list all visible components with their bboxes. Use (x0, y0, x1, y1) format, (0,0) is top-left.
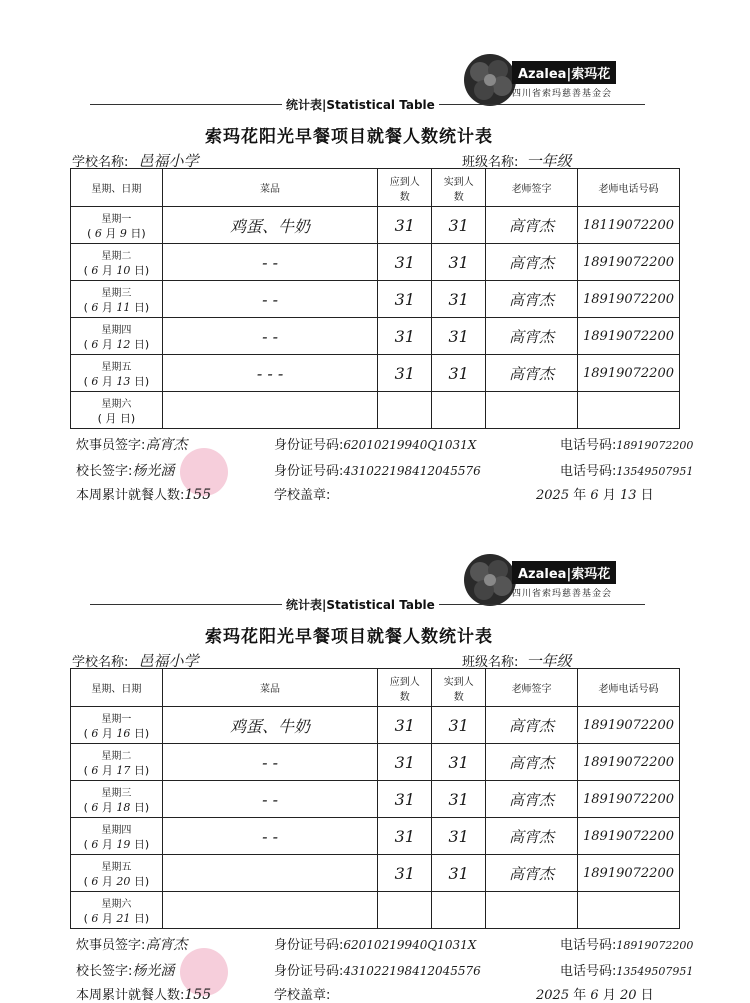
header-actual: 实到人数 (432, 669, 486, 707)
weekday-label: 星期六 (101, 398, 132, 410)
principal-id-field (274, 960, 481, 979)
logo-foundation: 四川省索玛慈善基金会 (512, 589, 613, 599)
weekday-label: 星期二 (101, 750, 132, 762)
expected-count-cell: 31 (378, 355, 432, 392)
date-cell (71, 281, 163, 318)
header-menu: 菜品 (162, 169, 378, 207)
date-line: ( 6 月 13 日) (83, 374, 150, 388)
principal-label: 校长签字: (76, 464, 133, 479)
date-line: ( 6 月 18 日) (83, 800, 150, 814)
month-unit: 月 (602, 988, 616, 1003)
teacher-phone-cell: 18919072200 (577, 281, 679, 318)
menu-cell: - - (162, 744, 378, 781)
date-line: ( 月 日) (97, 411, 136, 425)
menu-cell: - - - (162, 355, 378, 392)
table-row (71, 892, 680, 929)
menu-cell: 鸡蛋、牛奶 (162, 207, 378, 244)
table-row (71, 818, 680, 855)
date-cell (71, 855, 163, 892)
weekday-label: 星期三 (101, 787, 132, 799)
teacher-signature-cell (486, 392, 578, 429)
principal-signature: 杨光涵 (132, 463, 175, 479)
class-name-value: 一年级 (526, 652, 572, 670)
teacher-phone-cell: 18919072200 (577, 355, 679, 392)
teacher-phone-cell: 18919072200 (577, 818, 679, 855)
table-row (71, 281, 680, 318)
actual-count-cell: 31 (432, 781, 486, 818)
actual-count-cell: 31 (432, 744, 486, 781)
menu-cell: - - (162, 244, 378, 281)
expected-count-cell: 31 (378, 744, 432, 781)
logo-brand: Azalea|索玛花 (512, 61, 616, 84)
day-value: 13 (116, 374, 131, 388)
sign-date-month: 6 (590, 988, 599, 1003)
expected-count-cell: 31 (378, 781, 432, 818)
date-cell (71, 207, 163, 244)
principal-id-value: 431022198412045576 (343, 464, 481, 478)
principal-phone-field (560, 460, 693, 479)
weekday-label: 星期四 (101, 324, 132, 336)
day-value: 19 (116, 837, 131, 851)
date-line: ( 6 月 9 日) (87, 226, 146, 240)
sign-date-year: 2025 (536, 988, 570, 1003)
date-cell (71, 781, 163, 818)
month-value: 6 (91, 263, 99, 277)
table-row (71, 244, 680, 281)
date-line: ( 6 月 10 日) (83, 263, 150, 277)
actual-count-cell (432, 892, 486, 929)
cook-phone-field (560, 934, 693, 953)
principal-signature-field (76, 960, 174, 980)
date-line: ( 6 月 20 日) (83, 874, 150, 888)
principal-label: 校长签字: (76, 964, 133, 979)
azalea-logo (462, 552, 616, 608)
menu-cell (162, 392, 378, 429)
month-value: 6 (91, 726, 99, 740)
actual-count-cell: 31 (432, 707, 486, 744)
statistical-table-label: 统计表|Statistical Table (282, 96, 439, 113)
date-cell (71, 892, 163, 929)
teacher-signature-cell: 高宵杰 (486, 855, 578, 892)
principal-phone-field (560, 960, 693, 979)
date-line: ( 6 月 12 日) (83, 337, 150, 351)
header-phone: 老师电话号码 (577, 669, 679, 707)
month-value: 6 (94, 226, 102, 240)
table-row (71, 318, 680, 355)
statistical-table-label: 统计表|Statistical Table (282, 596, 439, 613)
teacher-signature-cell (486, 892, 578, 929)
table-header-row (71, 669, 680, 707)
header-expected: 应到人数 (378, 669, 432, 707)
teacher-phone-cell: 18919072200 (577, 855, 679, 892)
teacher-phone-cell: 18919072200 (577, 707, 679, 744)
day-value: 21 (116, 911, 131, 925)
meal-table (70, 668, 680, 929)
statistics-sheet (0, 500, 750, 1003)
header-date: 星期、日期 (71, 669, 163, 707)
teacher-signature-cell: 高宵杰 (486, 781, 578, 818)
teacher-phone-cell (577, 392, 679, 429)
cook-phone-value: 18919072200 (616, 439, 694, 452)
teacher-phone-cell (577, 892, 679, 929)
date-line: ( 6 月 21 日) (83, 911, 150, 925)
header-expected: 应到人数 (378, 169, 432, 207)
cook-signature: 高宵杰 (145, 937, 188, 953)
cook-phone-field (560, 434, 693, 453)
month-value: 6 (91, 300, 99, 314)
actual-count-cell: 31 (432, 207, 486, 244)
form-title: 索玛花阳光早餐项目就餐人数统计表 (205, 127, 493, 147)
date-cell (71, 818, 163, 855)
header-teacher: 老师签字 (486, 669, 578, 707)
menu-cell: - - (162, 818, 378, 855)
teacher-phone-cell: 18119072200 (577, 207, 679, 244)
expected-count-cell: 31 (378, 707, 432, 744)
month-value: 6 (91, 837, 99, 851)
cook-id-field (274, 434, 476, 453)
form-title: 索玛花阳光早餐项目就餐人数统计表 (205, 627, 493, 647)
day-value: 12 (116, 337, 131, 351)
day-value: 11 (116, 300, 131, 314)
principal-id-label: 身份证号码: (274, 964, 344, 979)
expected-count-cell (378, 892, 432, 929)
month-value: 6 (91, 800, 99, 814)
teacher-phone-cell: 18919072200 (577, 744, 679, 781)
cook-label: 炊事员签字: (76, 938, 146, 953)
principal-phone-value: 13549507951 (616, 965, 694, 978)
weekday-label: 星期五 (101, 861, 132, 873)
class-name-label: 班级名称: (462, 155, 519, 170)
date-cell (71, 318, 163, 355)
cook-phone-label: 电话号码: (560, 438, 617, 453)
teacher-signature-cell: 高宵杰 (486, 244, 578, 281)
cook-id-label: 身份证号码: (274, 438, 344, 453)
day-unit: 日 (640, 488, 654, 503)
teacher-signature-cell: 高宵杰 (486, 318, 578, 355)
day-value: 20 (116, 874, 131, 888)
date-cell (71, 244, 163, 281)
cook-phone-label: 电话号码: (560, 938, 617, 953)
logo-brand: Azalea|索玛花 (512, 561, 616, 584)
sign-date-month: 6 (590, 488, 599, 503)
principal-signature: 杨光涵 (132, 963, 175, 979)
school-name-label: 学校名称: (72, 155, 129, 170)
teacher-signature-cell: 高宵杰 (486, 707, 578, 744)
year-unit: 年 (573, 488, 587, 503)
actual-count-cell: 31 (432, 318, 486, 355)
school-name-label: 学校名称: (72, 655, 129, 670)
weekly-total-label: 本周累计就餐人数: (76, 988, 185, 1003)
menu-cell: - - (162, 281, 378, 318)
date-line: ( 6 月 17 日) (83, 763, 150, 777)
table-row (71, 207, 680, 244)
school-seal-label: 学校盖章: (274, 488, 331, 503)
principal-id-field (274, 460, 481, 479)
class-name-value: 一年级 (526, 152, 572, 170)
table-row (71, 855, 680, 892)
month-value: 6 (91, 911, 99, 925)
sign-date-day: 13 (619, 488, 637, 503)
principal-phone-label: 电话号码: (560, 464, 617, 479)
year-unit: 年 (573, 988, 587, 1003)
month-unit: 月 (602, 488, 616, 503)
cook-id-value: 62010219940Q1031X (343, 938, 477, 952)
logo-foundation: 四川省索玛慈善基金会 (512, 89, 613, 99)
meal-table (70, 168, 680, 429)
school-seal-label: 学校盖章: (274, 988, 331, 1003)
sign-date-day: 20 (619, 988, 637, 1003)
month-value: 6 (91, 337, 99, 351)
cook-signature-field (76, 934, 187, 954)
principal-phone-value: 13549507951 (616, 465, 694, 478)
day-unit: 日 (640, 988, 654, 1003)
school-seal-field (274, 984, 330, 1003)
principal-id-label: 身份证号码: (274, 464, 344, 479)
actual-count-cell (432, 392, 486, 429)
day-value: 17 (116, 763, 131, 777)
date-line: ( 6 月 19 日) (83, 837, 150, 851)
expected-count-cell: 31 (378, 318, 432, 355)
table-row (71, 781, 680, 818)
school-name-value: 邑福小学 (138, 152, 199, 170)
date-cell (71, 355, 163, 392)
month-value: 6 (91, 374, 99, 388)
month-value: 6 (91, 874, 99, 888)
class-name-label: 班级名称: (462, 655, 519, 670)
actual-count-cell: 31 (432, 355, 486, 392)
date-cell (71, 707, 163, 744)
date-line: ( 6 月 11 日) (83, 300, 150, 314)
header-phone: 老师电话号码 (577, 169, 679, 207)
table-row (71, 355, 680, 392)
cook-signature-field (76, 434, 187, 454)
table-row (71, 707, 680, 744)
teacher-phone-cell: 18919072200 (577, 244, 679, 281)
weekday-label: 星期五 (101, 361, 132, 373)
header-teacher: 老师签字 (486, 169, 578, 207)
weekday-label: 星期二 (101, 250, 132, 262)
header-actual: 实到人数 (432, 169, 486, 207)
menu-cell (162, 855, 378, 892)
weekly-total-value: 155 (184, 987, 212, 1003)
table-row (71, 744, 680, 781)
weekly-total-value: 155 (184, 487, 212, 503)
teacher-signature-cell: 高宵杰 (486, 744, 578, 781)
cook-id-value: 62010219940Q1031X (343, 438, 477, 452)
teacher-signature-cell: 高宵杰 (486, 281, 578, 318)
weekly-total-label: 本周累计就餐人数: (76, 488, 185, 503)
actual-count-cell: 31 (432, 818, 486, 855)
teacher-signature-cell: 高宵杰 (486, 207, 578, 244)
table-row (71, 392, 680, 429)
date-line: ( 6 月 16 日) (83, 726, 150, 740)
principal-id-value: 431022198412045576 (343, 964, 481, 978)
date-cell (71, 392, 163, 429)
actual-count-cell: 31 (432, 244, 486, 281)
expected-count-cell: 31 (378, 281, 432, 318)
school-name-value: 邑福小学 (138, 652, 199, 670)
actual-count-cell: 31 (432, 855, 486, 892)
cook-signature: 高宵杰 (145, 437, 188, 453)
sign-date-year: 2025 (536, 488, 570, 503)
day-value: 9 (119, 226, 127, 240)
azalea-logo (462, 52, 616, 108)
teacher-phone-cell: 18919072200 (577, 318, 679, 355)
actual-count-cell: 31 (432, 281, 486, 318)
expected-count-cell: 31 (378, 207, 432, 244)
header-menu: 菜品 (162, 669, 378, 707)
weekday-label: 星期四 (101, 824, 132, 836)
weekday-label: 星期一 (101, 713, 132, 725)
weekday-label: 星期三 (101, 287, 132, 299)
azalea-flower-icon (462, 52, 518, 108)
cook-label: 炊事员签字: (76, 438, 146, 453)
cook-phone-value: 18919072200 (616, 939, 694, 952)
menu-cell: - - (162, 781, 378, 818)
menu-cell: - - (162, 318, 378, 355)
teacher-signature-cell: 高宵杰 (486, 355, 578, 392)
cook-id-field (274, 934, 476, 953)
expected-count-cell: 31 (378, 855, 432, 892)
expected-count-cell: 31 (378, 244, 432, 281)
cook-id-label: 身份证号码: (274, 938, 344, 953)
menu-cell: 鸡蛋、牛奶 (162, 707, 378, 744)
weekday-label: 星期六 (101, 898, 132, 910)
day-value: 16 (116, 726, 131, 740)
teacher-signature-cell: 高宵杰 (486, 818, 578, 855)
teacher-phone-cell: 18919072200 (577, 781, 679, 818)
month-value: 6 (91, 763, 99, 777)
day-value: 10 (116, 263, 131, 277)
expected-count-cell: 31 (378, 818, 432, 855)
weekly-total-field (76, 984, 211, 1003)
principal-phone-label: 电话号码: (560, 964, 617, 979)
date-cell (71, 744, 163, 781)
sign-date-field (536, 984, 654, 1003)
principal-signature-field (76, 460, 174, 480)
menu-cell (162, 892, 378, 929)
day-value: 18 (116, 800, 131, 814)
expected-count-cell (378, 392, 432, 429)
table-header-row (71, 169, 680, 207)
weekday-label: 星期一 (101, 213, 132, 225)
header-date: 星期、日期 (71, 169, 163, 207)
azalea-flower-icon (462, 552, 518, 608)
